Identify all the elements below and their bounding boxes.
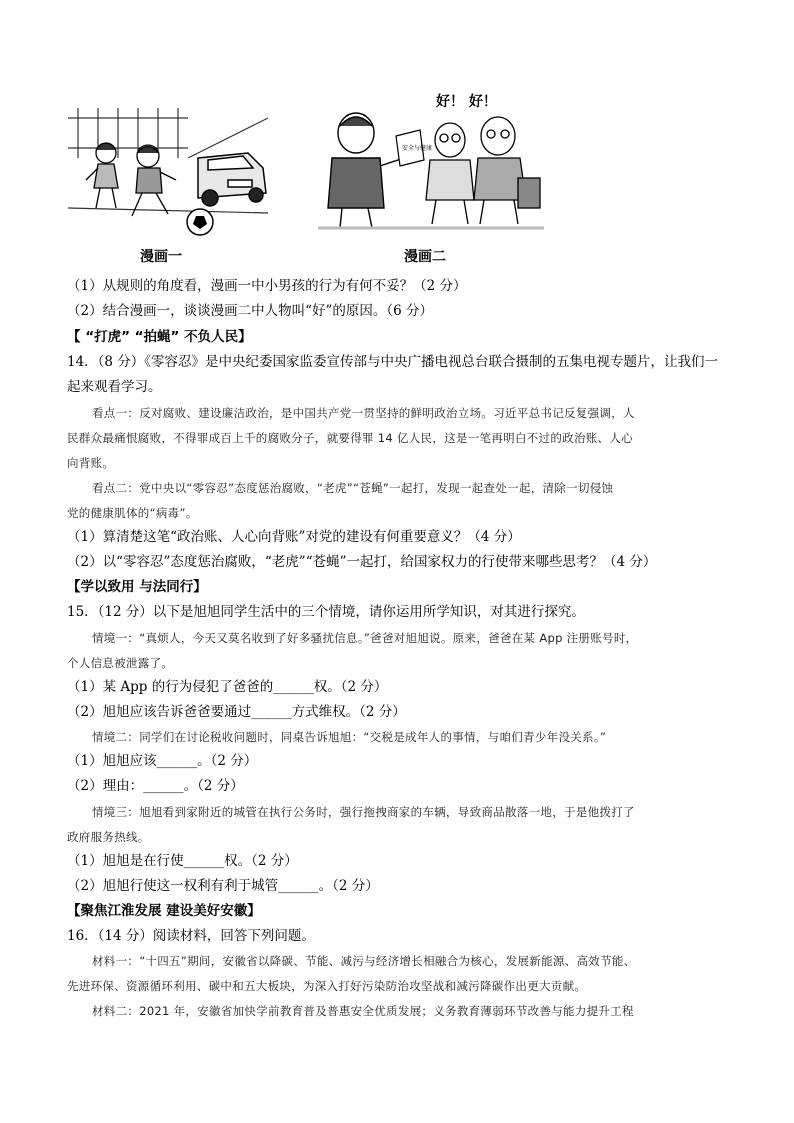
q15-scenario1-q2: （2）旭旭应该告诉爸爸要通过______方式维权。（2 分） [67, 704, 406, 720]
comic-one-caption: 漫画一 [140, 249, 182, 265]
q15-scenario2-line1: 情境二：同学们在讨论税收问题时，同桌告诉旭旭：“交税是成年人的事情，与咱们青少年没关系。” [92, 730, 607, 744]
q15-scenario1-line1: 情境一：“真烦人，今天又莫名收到了好多骚扰信息。”爸爸对旭旭说。原来，爸爸在某 App 注册账号时， [92, 631, 638, 645]
q15-scenario1-line2: 个人信息被泄露了。 [67, 656, 174, 670]
q15-scenario3-line2: 政府服务热线。 [67, 830, 150, 844]
q15-scenario2-q1: （1）旭旭应该______。（2 分） [67, 753, 258, 769]
section-heading-law: 【学以致用 与法同行】 [67, 579, 207, 595]
q13-sub1: （1）从规则的角度看，漫画一中小男孩的行为有何不妥？（2 分） [67, 278, 467, 294]
q14-point2-line2: 党的健康肌体的“病毒”。 [67, 506, 198, 520]
q16-stem: 16．（14 分）阅读材料，回答下列问题。 [67, 928, 315, 944]
q14-point1-line1: 看点一：反对腐败、建设廉洁政治，是中国共产党一贯坚持的鲜明政治立场。习近平总书记反复强调，人 [92, 406, 635, 420]
q14-sub1: （1）算清楚这笔“政治账、人心向背账”对党的建设有何重要意义？（4 分） [67, 529, 521, 545]
soccer-ball-icon [187, 209, 213, 235]
speech-text: 好！ 好！ [436, 94, 497, 110]
q13-sub2: （2）结合漫画一，谈谈漫画二中人物叫“好”的原因。（6 分） [67, 303, 434, 319]
comic-two-drawing [318, 88, 544, 236]
comic-one-illustration [68, 98, 268, 238]
q14-sub2: （2）以“零容忍”态度惩治腐败，“老虎”“苍蝇”一起打，给国家权力的行使带来哪些思考？（4 分） [67, 554, 657, 570]
comic-two-illustration [318, 88, 544, 236]
q14-point1-line3: 向背账。 [67, 456, 115, 470]
q14-point1-line2: 民群众最痛恨腐败，不得罪成百上千的腐败分子，就要得罪 14 亿人民，这是一笔再明白不过的政治账、人心 [67, 431, 633, 445]
booklet-text: 安全与健康 [402, 145, 433, 152]
comic-two-caption: 漫画二 [404, 249, 446, 265]
q16-material1-line1: 材料一：“十四五”期间，安徽省以降碳、节能、减污与经济增长相融合为核心，发展新能源、高效节能、 [92, 954, 636, 968]
section-heading-anhui: 【聚焦江淮发展 建设美好安徽】 [67, 903, 261, 919]
section-heading-anticorruption: 【 “打虎” “拍蝇” 不负人民】 [67, 329, 252, 345]
q15-scenario3-line1: 情境三：旭旭看到家附近的城管在执行公务时，强行拖拽商家的车辆，导致商品散落一地，于是他拨打了 [92, 805, 635, 819]
q15-scenario1-q1: （1）某 App 的行为侵犯了爸爸的______权。（2 分） [67, 679, 388, 695]
comic-one-drawing [68, 98, 268, 238]
q14-point2-line1: 看点二：党中央以“零容忍”态度惩治腐败，“老虎”“苍蝇”一起打，发现一起查处一起，清除一切侵蚀 [92, 481, 614, 495]
q14-stem-line2: 起来观看学习。 [67, 379, 162, 395]
q14-stem-line1: 14．（8 分）《零容忍》是中央纪委国家监委宣传部与中央广播电视总台联合摄制的五集电视专题片，让我们一 [67, 354, 719, 370]
q15-scenario3-q2: （2）旭旭行使这一权利有利于城管______。（2 分） [67, 878, 379, 894]
q15-stem: 15．（12 分）以下是旭旭同学生活中的三个情境，请你运用所学知识，对其进行探究。 [67, 604, 585, 620]
q15-scenario2-q2: （2）理由：______。（2 分） [67, 778, 244, 794]
q15-scenario3-q1: （1）旭旭是在行使______权。（2 分） [67, 853, 298, 869]
q16-material2-line1: 材料二：2021 年，安徽省加快学前教育普及普惠安全优质发展；义务教育薄弱环节改善与能力提升工程 [92, 1004, 634, 1018]
q16-material1-line2: 先进环保、资源循环利用、碳中和五大板块，为深入打好污染防治攻坚战和减污降碳作出更大贡献。 [67, 979, 587, 993]
